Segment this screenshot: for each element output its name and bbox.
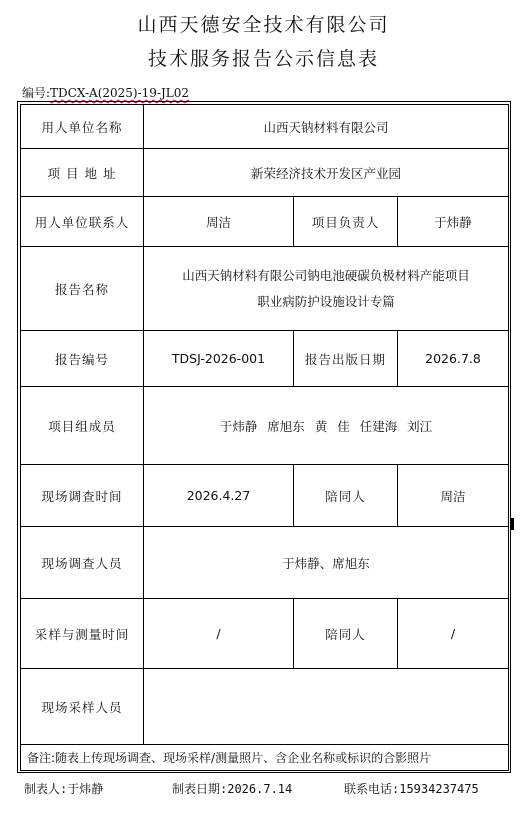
table-row: [21, 465, 509, 527]
footer-maker: 制表人:于炜静: [24, 782, 104, 796]
table-row: [21, 149, 509, 197]
sampling-time-value: /: [144, 599, 294, 669]
escort-value-1: 周洁: [398, 465, 509, 527]
table-row: [21, 669, 509, 745]
contact-value: 周洁: [144, 197, 294, 247]
escort-value-2: /: [398, 599, 509, 669]
survey-time-label: 现场调查时间: [21, 465, 144, 527]
table-row: [21, 331, 509, 387]
footer-phone: 联系电话:15934237475: [344, 782, 479, 796]
client-label: 用人单位名称: [21, 105, 144, 149]
edge-mark: [511, 518, 514, 530]
sampling-time-label: 采样与测量时间: [21, 599, 144, 669]
sampling-staff-value: [144, 669, 509, 745]
note-text: 备注:随表上传现场调查、现场采样/测量照片、含企业名称或标识的合影照片: [21, 745, 509, 771]
report-name-label: 报告名称: [21, 247, 144, 331]
members-label: 项目组成员: [21, 387, 144, 465]
document-code: [22, 84, 189, 101]
manager-label: 项目负责人: [294, 197, 398, 247]
manager-value: 于炜静: [398, 197, 509, 247]
code-label: 编号:: [22, 86, 51, 100]
contact-label: 用人单位联系人: [21, 197, 144, 247]
table-row: [21, 527, 509, 599]
table-row: [21, 105, 509, 149]
info-table: [20, 104, 509, 771]
table-row: [21, 745, 509, 771]
publish-date-value: 2026.7.8: [398, 331, 509, 387]
address-value: 新荣经济技术开发区产业园: [144, 149, 509, 197]
survey-staff-value: 于炜静、席旭东: [144, 527, 509, 599]
code-value: TDCX-A(2025)-19-JL02: [50, 86, 190, 100]
members-value: 于炜静 席旭东 黄 佳 任建海 刘江: [144, 387, 509, 465]
report-no-label: 报告编号: [21, 331, 144, 387]
report-name-line2: 职业病防护设施设计专篇: [257, 293, 395, 309]
document-subtitle: 技术服务报告公示信息表: [147, 48, 379, 70]
survey-staff-label: 现场调查人员: [21, 527, 144, 599]
table-row: [21, 247, 509, 331]
sampling-staff-label: 现场采样人员: [21, 669, 144, 745]
report-no-value: TDSJ-2026-001: [144, 331, 294, 387]
escort-label-2: 陪同人: [294, 599, 398, 669]
survey-time-value: 2026.4.27: [144, 465, 294, 527]
footer-date: 制表日期:2026.7.14: [172, 782, 293, 796]
table-row: [21, 197, 509, 247]
escort-label-1: 陪同人: [294, 465, 398, 527]
table-row: [21, 599, 509, 669]
report-name-value: [144, 247, 509, 331]
document-title: 山西天德安全技术有限公司: [137, 14, 390, 36]
client-value: 山西天钠材料有限公司: [144, 105, 509, 149]
address-label: 项 目 地 址: [21, 149, 144, 197]
report-name-line1: 山西天钠材料有限公司钠电池硬碳负极材料产能项目: [182, 267, 470, 283]
table-row: [21, 387, 509, 465]
publish-date-label: 报告出版日期: [294, 331, 398, 387]
